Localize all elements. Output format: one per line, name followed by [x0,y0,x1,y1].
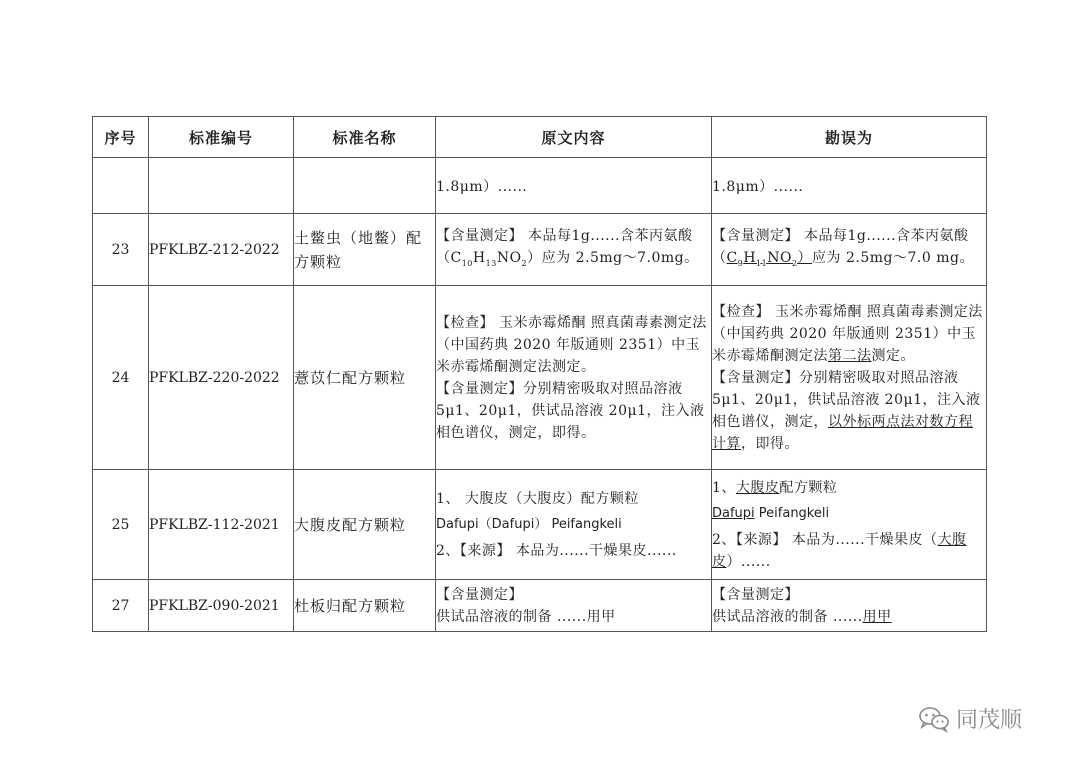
cell-corrected: 【检查】 玉米赤霉烯酮 照真菌毒素测定法（中国药典 2020 年版通则 2351）中玉米赤霉烯酮测定法第二法测定。 【含量测定】分别精密吸取对照品溶液 5μ1、20μ1，供试品溶液 20μ1，注入液相色谱仪，测定，以外标两点法对数方程计算，即得。 [712,286,987,470]
header-original-content: 原文内容 [436,117,712,158]
header-row [93,117,987,158]
errata-table [92,116,987,632]
cell-serial: 24 [93,286,149,470]
cell-corrected: 1.8μm）...... [712,158,987,214]
table-row [93,286,987,470]
cell-code: PFKLBZ-090-2021 [149,580,294,632]
cell-serial [93,158,149,214]
correction-highlight: 以外标两点法对数方程计算 [712,413,973,452]
cell-corrected [712,214,987,286]
cell-code: PFKLBZ-220-2022 [149,286,294,470]
wechat-icon [918,705,950,733]
cell-corrected: 【含量测定】 供试品溶液的制备 ......用甲 [712,580,987,632]
cell-original [436,214,712,286]
cell-serial: 25 [93,470,149,580]
header-corrected-content: 勘误为 [712,117,987,158]
corrected-text: 【含量测定】 本品每1g......含苯丙氨酸$(C_9H_{11}NO_2)$应为 2.5mg～7.0 mg。 [712,227,974,268]
correction-highlight: 用甲 [862,608,892,625]
correction-highlight: 大腹皮 [735,479,780,496]
correction-highlight: 大腹皮 [712,531,967,570]
cell-name: 薏苡仁配方颗粒 [294,286,436,470]
watermark [918,703,1022,734]
cell-serial: 23 [93,214,149,286]
correction-highlight: Dafupi [712,505,755,521]
table-row [93,580,987,632]
cell-code: PFKLBZ-212-2022 [149,214,294,286]
cell-code [149,158,294,214]
cell-original: 【检查】 玉米赤霉烯酮 照真菌毒素测定法（中国药典 2020 年版通则 2351）中玉米赤霉烯酮测定法测定。 【含量测定】分别精密吸取对照品溶液 5μ1、20μ1，供试品溶液 20μ1，注入液相色谱仪，测定，即得。 [436,286,712,470]
cell-name [294,158,436,214]
header-serial: 序号 [93,117,149,158]
cell-name: 大腹皮配方颗粒 [294,470,436,580]
cell-name: 土鳖虫（地鳖）配方颗粒 [294,214,436,286]
cell-original: 1、 大腹皮（大腹皮）配方颗粒 Dafupi（Dafupi） Peifangkeli 2、【来源】 本品为......干燥果皮...... [436,470,712,580]
watermark-text: 同茂顺 [956,708,1023,733]
cell-serial: 27 [93,580,149,632]
header-standard-code: 标准编号 [149,117,294,158]
original-text: 【含量测定】 本品每1g......含苯丙氨酸$(C_{10}H_{13}NO_2)$应为 2.5mg～7.0mg。 [436,227,699,268]
table-row [93,158,987,214]
header-standard-name: 标准名称 [294,117,436,158]
cell-original: 1.8μm）...... [436,158,712,214]
cell-name: 杜板归配方颗粒 [294,580,436,632]
cell-original: 【含量测定】 供试品溶液的制备 ......用甲 [436,580,712,632]
cell-code: PFKLBZ-112-2021 [149,470,294,580]
correction-highlight: 第二法 [828,347,872,364]
cell-corrected: 1、大腹皮配方颗粒 Dafupi Peifangkeli 2、【来源】 本品为......干燥果皮（大腹皮）...... [712,470,987,580]
table-row [93,214,987,286]
correction-highlight: $C_9H_{11}NO_2$） [726,249,813,268]
table-row [93,470,987,580]
